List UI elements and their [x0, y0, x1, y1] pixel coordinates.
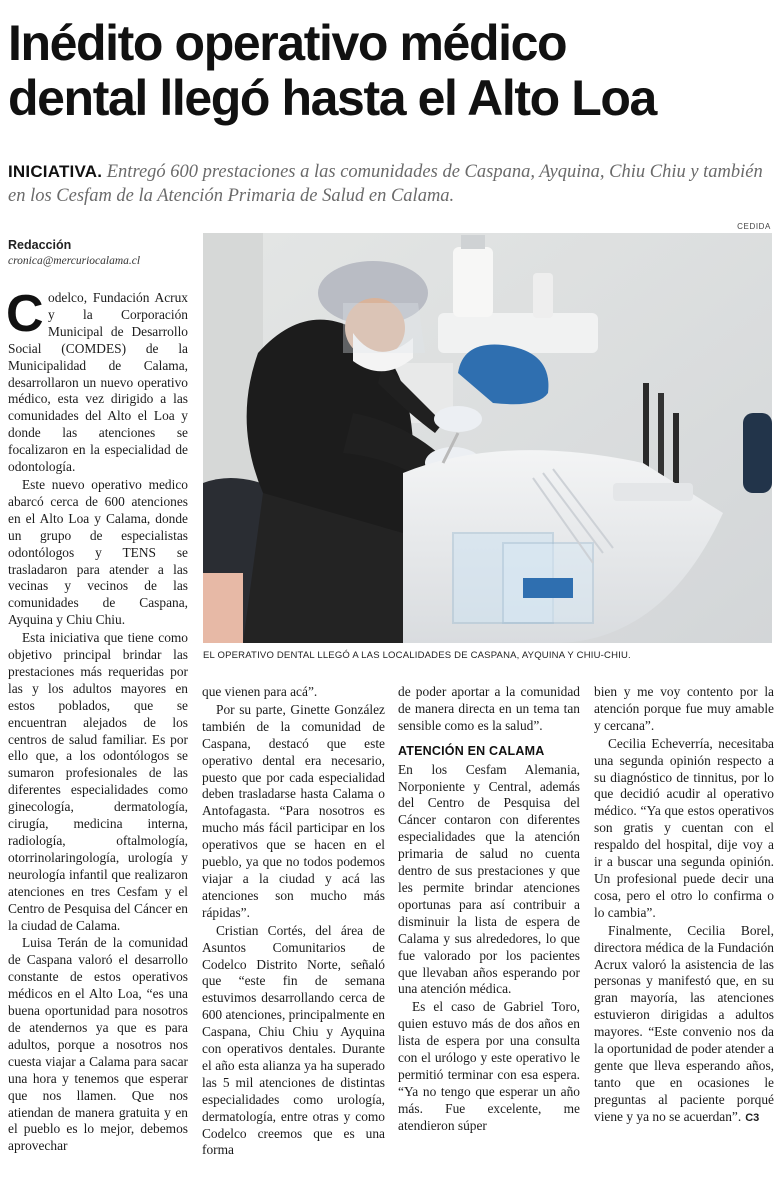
end-mark: C3 [745, 1111, 760, 1124]
article-paragraph: Por su parte, Ginette González también de la comunidad de Caspana, destacó que este operativo dental era necesario, puesto que por cada especialidad deben trasladarse hasta Calama o Antofagasta. “Para nosotros es mucho más fácil participar en los operativos que se hacen en el pueblo, ya que no todos podemos viajar a la ciudad y acá las atenciones son mucho más rápidas”. [202, 701, 385, 920]
headline-line-2: dental llegó hasta el Alto Loa [8, 70, 656, 126]
lead-paragraph [8, 160, 778, 208]
article-paragraph: Esta iniciativa que tiene como objetivo principal brindar las prestaciones más requeridas por las y los adultos mayores en estos poblados, que se encuentran alejados de los centros de salud familiar. Es por ello que, a los odontólogos se sumaron profesionales de las diferentes especialidades como ginecología, dermatología, cirugía, medicina interna, radiología, oftalmología, otorrinolaringología, urología y neurología infantil que realizaron atenciones en tres Cesfam y el Centro de Pesquisa del Cáncer en la ciudad de Calama. [8, 630, 188, 933]
byline [8, 238, 198, 267]
byline-author: Redacción [8, 238, 72, 252]
article-paragraph: Es el caso de Gabriel Toro, quien estuvo más de dos años en lista de espera por una consulta con el urólogo y este operativo le permitió terminar con esa espera. “Ya no tengo que esperar un año más. Fue excelente, me atendieron súper [398, 999, 580, 1133]
byline-email[interactable]: cronica@mercuriocalama.cl [8, 255, 141, 267]
article-column-1 [6, 285, 188, 1195]
article-paragraph: Luisa Terán de la comunidad de Caspana valoró el desarrollo constante de estos operativos médicos en el Alto Loa, “es una buena oportunidad para nosotros de atendernos ya que es para adultos, porque a nosotros nos cuesta viajar a Calama para sacar una hora y tenemos que esperar que nos llamen. Que nos atiendan de manera gratuita y en el pueblo es lo mejor, debemos aprovechar [8, 935, 188, 1154]
article-paragraph: Este nuevo operativo medico abarcó cerca de 600 atenciones en el Alto Loa y Calama, donde un grupo de especialistas odontólogos y TENS se trasladaron para atender a las vecinas y vecinos de las comunidades de Caspana, Ayquina y Chiu Chiu. [8, 476, 188, 628]
article-paragraph-continued: que vienen para acá”. [202, 684, 318, 699]
article-paragraph: Finalmente, Cecilia Borel, directora médica de la Fundación Acrux valoró la asistencia de las personas y manifestó que, en su gran mayoría, las atenciones estuvieron dirigidas a adultos mayores. “Este convenio nos da la oportunidad de poder atender a gente que lleva esperando años, tanto que en ocasiones le preguntas al paciente porqué viene y ya no se acuerdan”. C3 [594, 922, 774, 1124]
article-paragraph: En los Cesfam Alemania, Norponiente y Central, además del Centro de Pesquisa del Cáncer contaron con diferentes especialidades que la atención primaria de salud no cuenta dentro de sus prestaciones y que les permite brindar atenciones oportunas para así contribuir a disminuir la lista de espera de Calama y sus alrededores, lo que fue valorado por los pacientes que llevaban años esperando por una atención médica. [398, 761, 580, 997]
headline [8, 16, 778, 126]
headline-line-1: Inédito operativo médico [8, 15, 567, 71]
article-column-4 [594, 684, 774, 1194]
photo-caption: EL OPERATIVO DENTAL LLEGÓ A LAS LOCALIDADES DE CASPANA, AYQUINA Y CHIU-CHIU. [203, 650, 631, 661]
photo-credit: CEDIDA [737, 222, 771, 231]
article-photo [203, 233, 772, 643]
dentist-photo-illustration [203, 233, 772, 643]
lead-text: Entregó 600 prestaciones a las comunidades de Caspana, Ayquina, Chiu Chiu y también en los Cesfam de la Atención Primaria de Salud en Calama. [8, 162, 763, 206]
article-paragraph: Cristian Cortés, del área de Asuntos Comunitarios de Codelco Distrito Norte, señaló que “este fin de semana estuvimos desarrollando cerca de 600 atenciones, principalmente en Caspana, Chiu Chiu y Ayquina con operativos dentales. Durante el año esta alianza ya ha superado las 5 mil atenciones de distintas especialidades como urología, dermatología, entre otras y como Codelco creemos que es una forma [202, 922, 385, 1158]
article-column-3 [398, 684, 580, 1194]
lead-kicker: INICIATIVA. [8, 162, 103, 181]
section-subhead: ATENCIÓN EN CALAMA [398, 743, 545, 758]
article-paragraph-continued: de poder aportar a la comunidad de manera directa en un tema tan sensible como es la salud”. [398, 684, 580, 733]
article-paragraph: Cecilia Echeverría, necesitaba una segunda opinión respecto a su diagnóstico de tinnitus, por lo que decidió acudir al operativo médico. “Ya que estos operativos son gratis y cuentan con el respaldo del hospital, dije voy a ir a buscar una segunda opinión. Un profesional puede decir una cosa, pero el otro lo confirma o lo cambia”. [594, 735, 774, 920]
article-paragraph: Codelco, Fundación Acrux y la Corporación Municipal de Desarrollo Social (COMDES) de la Municipalidad de Calama, desarrollaron un nuevo operativo médico, esta vez dirigido a las comunidades del Alto el Loa y donde las atenciones se focalizaron en la especialidad de odontología. [6, 285, 188, 475]
article-column-2 [202, 684, 385, 1194]
dropcap: C [6, 285, 44, 343]
article-paragraph-continued: bien y me voy contento por la atención porque fue muy amable y cercana”. [594, 684, 774, 733]
